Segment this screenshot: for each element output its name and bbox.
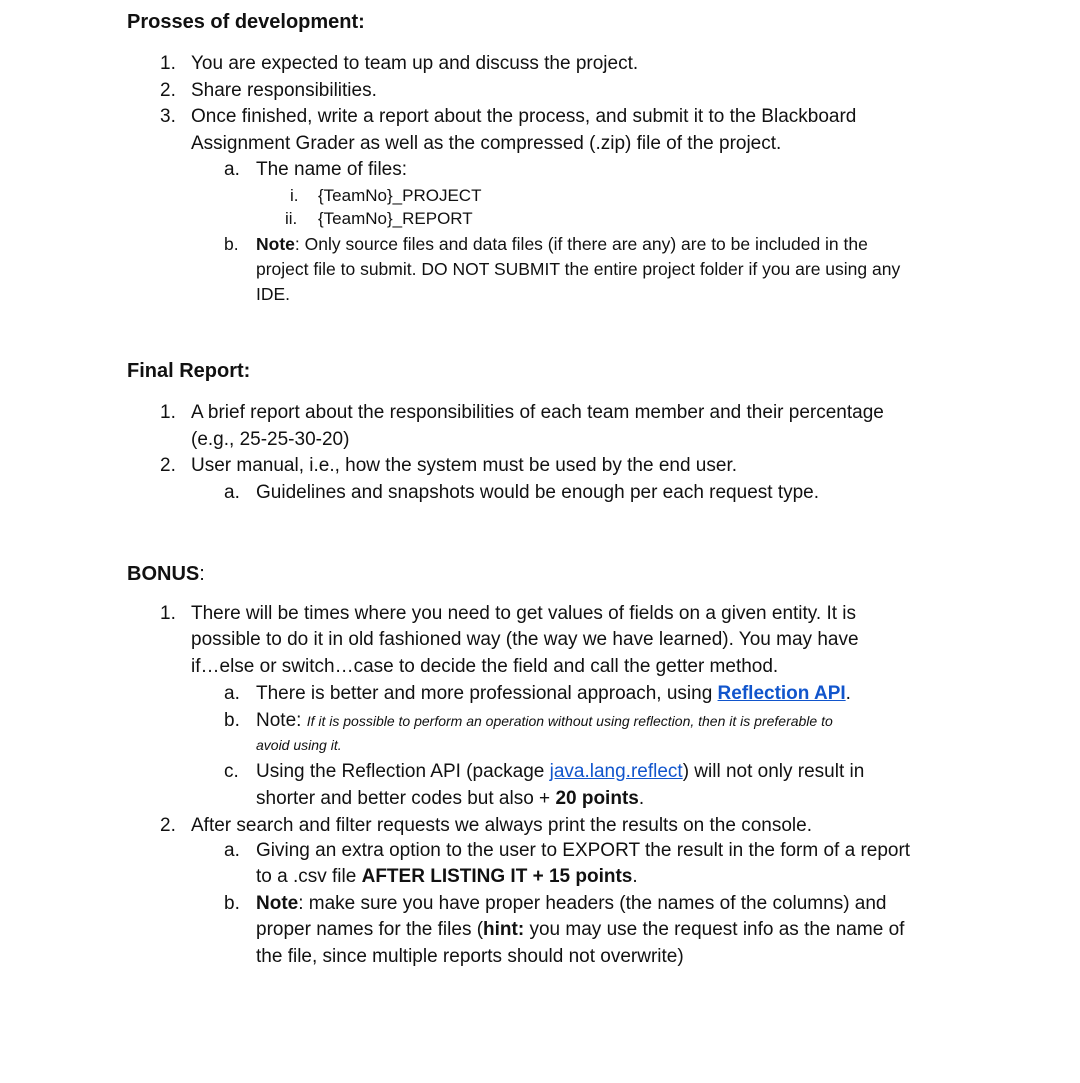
note-line	[256, 234, 868, 255]
text: to a .csv file	[256, 866, 362, 887]
sub-list-item-continuation	[256, 919, 904, 941]
section-heading-development: Prosses of development:	[127, 11, 365, 33]
list-item: After search and filter requests we always print the results on the console.	[191, 815, 812, 836]
list-item: User manual, i.e., how the system must be used by the end user.	[191, 455, 737, 476]
note-text: : Only source files and data files (if there are any) are to be included in the	[294, 234, 868, 254]
text: you may use the request info as the name of	[524, 919, 905, 940]
section-heading-final-report: Final Report:	[127, 360, 251, 382]
note-label: Note	[256, 893, 299, 914]
sub-list-item: Giving an extra option to the user to EXPORT the result in the form of a report	[256, 840, 911, 861]
list-item-continuation: Assignment Grader as well as the compressed (.zip) file of the project.	[191, 133, 782, 154]
list-number: 1.	[160, 53, 176, 74]
sub-list-item	[256, 683, 851, 705]
list-letter: a.	[224, 683, 240, 704]
note-line: project file to submit. DO NOT SUBMIT the entire project folder if you are using any	[256, 259, 901, 279]
sub-list-item	[256, 761, 864, 783]
sub-item-text: There is better and more professional approach, using	[256, 683, 718, 704]
sub-item-text: Using the Reflection API (package	[256, 761, 550, 782]
list-item: You are expected to team up and discuss the project.	[191, 53, 639, 74]
list-letter: c.	[224, 761, 239, 782]
reflection-api-link[interactable]: Reflection API	[717, 683, 846, 704]
sub-list-item-continuation	[256, 866, 638, 888]
list-item: There will be times where you need to get values of fields on a given entity. It is	[191, 603, 856, 624]
list-number: 2.	[160, 815, 176, 836]
section-heading-bonus	[127, 563, 205, 586]
note-line: avoid using it.	[256, 737, 342, 753]
text: shorter and better codes but also +	[256, 788, 556, 809]
list-number: 1.	[160, 402, 176, 423]
note-text: : make sure you have proper headers (the names of the columns) and	[298, 893, 887, 914]
sub-item-end: ) will not only result in	[682, 761, 865, 782]
file-name: {TeamNo}_REPORT	[318, 209, 473, 228]
roman-marker: i.	[290, 186, 299, 205]
list-number: 3.	[160, 106, 176, 127]
list-letter: a.	[224, 840, 240, 861]
bonus-heading-colon: :	[199, 563, 205, 585]
file-name: {TeamNo}_PROJECT	[318, 186, 482, 205]
note-line: IDE.	[256, 284, 291, 304]
text: proper names for the files (	[256, 919, 484, 940]
hint-label: hint:	[483, 919, 525, 940]
list-item-continuation: (e.g., 25-25-30-20)	[191, 429, 350, 450]
text: .	[638, 788, 645, 809]
list-number: 1.	[160, 603, 176, 624]
sub-item-end: .	[845, 683, 851, 704]
java-lang-reflect-link[interactable]: java.lang.reflect	[549, 761, 683, 782]
list-item-continuation: possible to do it in old fashioned way (the way we have learned). You may have	[191, 629, 859, 650]
list-letter: b.	[224, 710, 240, 731]
note-label: Note:	[256, 710, 307, 731]
list-number: 2.	[160, 455, 176, 476]
list-letter: a.	[224, 159, 240, 180]
text: .	[632, 866, 638, 887]
sub-list-item	[256, 710, 833, 732]
points-text: 20 points	[555, 788, 639, 809]
list-letter: b.	[224, 234, 239, 254]
list-letter: a.	[224, 482, 240, 503]
list-number: 2.	[160, 80, 176, 101]
points-text: AFTER LISTING IT + 15 points	[361, 866, 633, 887]
sub-list-item: The name of files:	[256, 159, 408, 180]
list-item: A brief report about the responsibilities of each team member and their percentage	[191, 402, 884, 423]
list-letter: b.	[224, 893, 240, 914]
sub-list-item-continuation	[256, 788, 644, 810]
sub-list-item	[256, 893, 887, 915]
list-item-continuation: if…else or switch…case to decide the field and call the getter method.	[191, 656, 779, 677]
sub-list-item-continuation: the file, since multiple reports should not overwrite)	[256, 946, 684, 967]
note-text: If it is possible to perform an operation without using reflection, then it is preferable to	[306, 713, 833, 729]
roman-marker: ii.	[285, 209, 298, 228]
list-item: Share responsibilities.	[191, 80, 377, 101]
note-label: Note	[256, 234, 295, 254]
bonus-heading-text: BONUS	[127, 563, 200, 585]
sub-list-item: Guidelines and snapshots would be enough per each request type.	[256, 482, 820, 503]
list-item: Once finished, write a report about the process, and submit it to the Blackboard	[191, 106, 857, 127]
